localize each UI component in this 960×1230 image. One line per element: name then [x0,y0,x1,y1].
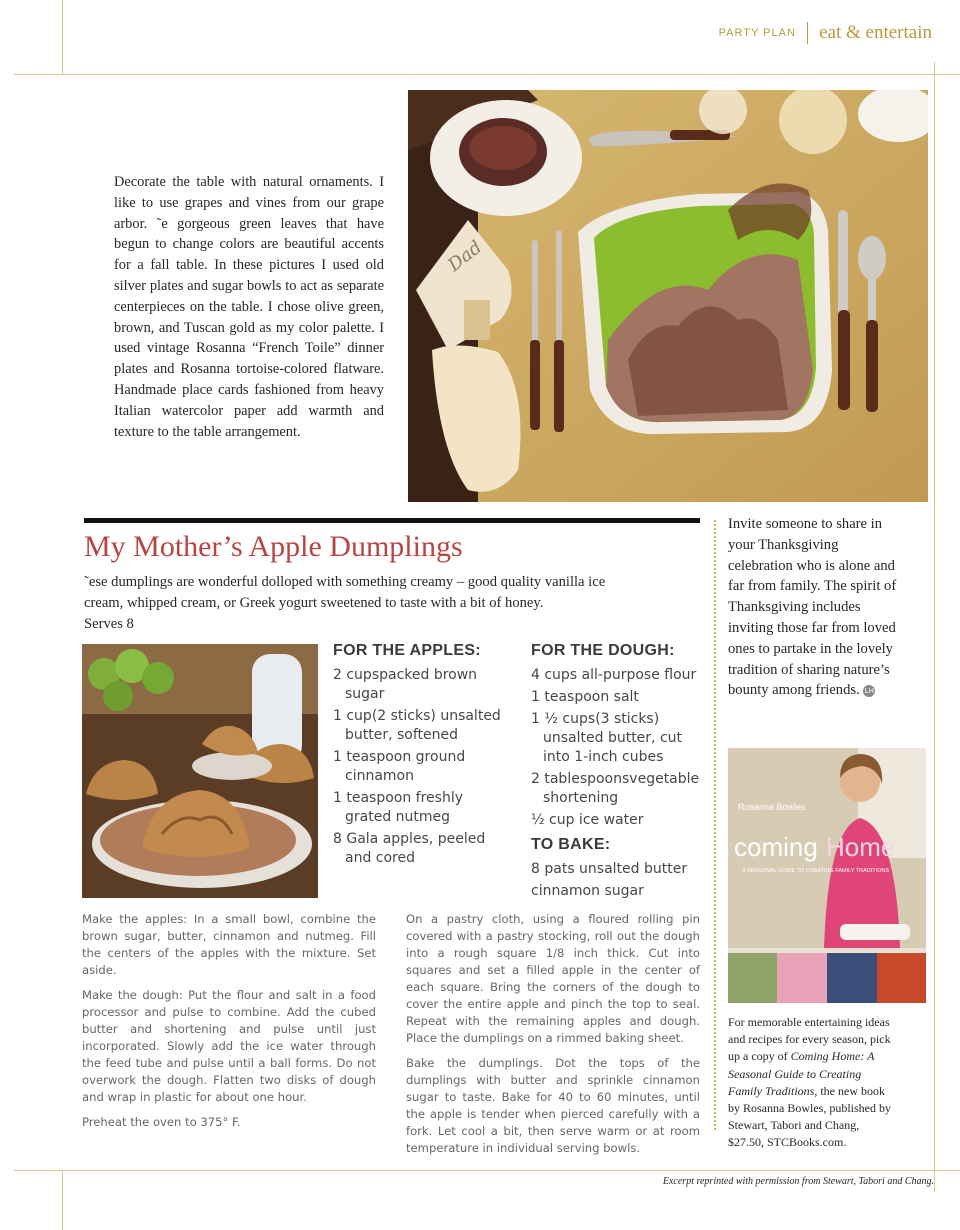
book-title-b: Home [826,832,896,862]
ingredient-item: 2 cupspacked brown sugar [333,667,478,702]
dough-heading: FOR THE DOUGH: [531,642,675,659]
section-label: PARTY PLAN [718,27,796,39]
sidebar-quote [728,514,898,701]
method-column-left [82,911,376,1139]
place-card-text: Dad [444,236,486,276]
ingredient-item: 1 teaspoon ground cinnamon [333,749,466,784]
method-column-right [406,911,700,1165]
recipe-top-rule [84,518,700,523]
book-subtitle: A SEASONAL GUIDE TO CREATING FAMILY TRADITIONS [742,868,890,874]
apple-dumplings-photo [82,644,318,898]
bottom-left-rule [62,1170,63,1230]
ingredient-item: 1 cup(2 sticks) unsalted butter, softened [333,708,501,743]
recipe-serves: Serves 8 [84,616,134,632]
ingredient-item: 4 cups all-purpose flour [531,667,697,683]
header-divider [807,22,808,44]
method-paragraph: Make the apples: In a small bowl, combine the brown sugar, butter, cinnamon and nutmeg. Fill the centers of the apples with the mixture. Set aside. [82,912,376,977]
table-setting-photo [408,90,928,502]
book-title-a: coming [734,832,818,862]
ingredient-item: 1 teaspoon salt [531,689,639,705]
sidebar-dotted-divider [714,520,716,1130]
end-mark-icon: LH [864,687,874,696]
ingredient-item: 1 teaspoon freshly grated nutmeg [333,790,464,825]
apples-list [333,666,513,868]
ingredient-item: 8 pats unsalted butter [531,861,688,877]
method-paragraph: Preheat the oven to 375° F. [82,1115,241,1129]
method-paragraph: On a pastry cloth, using a floured rolling pin covered with a pastry stocking, roll out the dough into a rough square 1/8 inch thick. Cut into squares and set a filled apple in the center of each square. Bring the corners of the dough to cover the entire apple and pinch the top to seal. Repeat with the remaining apples and dough. Place the dumplings on a rimmed baking sheet. [406,912,700,1045]
book-caption-details: , the new book by Rosanna Bowles, published by Stewart, Tabori and Chang, $27.50, STCBooks.com. [728,1083,891,1150]
book-cover-illustration [728,748,926,1003]
apples-heading: FOR THE APPLES: [333,642,481,659]
book-caption [728,1014,898,1152]
ingredient-item: cinnamon sugar [531,883,644,899]
dough-list [531,666,711,830]
book-cover [728,748,926,1003]
book-caption-title: Coming Home: A Seasonal Guide to Creating Family Traditions [728,1049,875,1098]
intro-paragraph: Decorate the table with natural ornaments. I like to use grapes and vines from our grape arbor. ˜e gorgeous green leaves that have begun to change colors are beautiful accents for a fall table. In these pictures I used old silver plates and sugar bowls to act as separate centerpieces on the table. I chose olive green, brown, and Tuscan gold as my color palette. I used vintage Rosanna “French Toile” dinner plates and Rosanna tortoise-colored flatware. Handmade place cards fashioned from heavy Italian watercolor paper add warmth and texture to the table arrangement. [114,174,384,440]
table-setting-illustration [408,90,928,502]
ingredient-item: 1 ½ cups(3 sticks) unsalted butter, cut into 1-inch cubes [531,711,683,765]
page-header [719,22,932,44]
ingredient-item: ½ cup ice water [531,812,644,828]
dumplings-illustration [82,644,318,898]
book-author: Rosanna Bowles [738,802,806,812]
ingredients-dough [531,642,711,904]
footer-credit: Excerpt reprinted with permission from Stewart, Tabori and Chang. [662,1176,934,1187]
sidebar-quote-text: Invite someone to share in your Thanksgiving celebration who is alone and far from family. The spirit of Thanksgiving includes inviting those far from loved ones to partake in the lovely tradition of sharing nature’s bounty among friends. [728,516,897,699]
bake-heading: TO BAKE: [531,836,611,853]
ingredient-item: 8 Gala apples, peeled and cored [333,831,486,866]
method-paragraph: Make the dough: Put the flour and salt in a food processor and pulse to combine. Add the cubed butter and shortening and pulse until just incorporated. Slowly add the ice water through the feed tube and pulse until a ball forms. Do not overwork the dough. Flatten two disks of dough and wrap in plastic for about one hour. [82,988,376,1104]
top-rule [14,74,960,75]
recipe-title: My Mother’s Apple Dumplings [84,530,463,563]
right-margin-rule [934,62,935,1192]
left-margin-rule [62,0,63,74]
bottom-rule [14,1170,960,1171]
book-caption-lead: For memorable entertaining ideas and recipes for every season, pick up a copy of [728,1015,891,1064]
ingredients-apples [333,642,513,871]
method-paragraph: Bake the dumplings. Dot the tops of the dumplings with butter and sprinkle cinnamon sugar to taste. Bake for 40 to 60 minutes, until the apple is tender when pierced carefully with a fork. Let cool a bit, then serve warm or at room temperature in individual serving bowls. [406,1056,700,1155]
recipe-intro: ˜ese dumplings are wonderful dolloped with something creamy – good quality vanilla ice cream, whipped cream, or Greek yogurt sweetened to taste with a bit of honey. [84,574,606,611]
section-title: eat & entertain [819,22,932,43]
bake-list [531,860,711,901]
ingredient-item: 2 tablespoonsvegetable shortening [531,771,700,806]
